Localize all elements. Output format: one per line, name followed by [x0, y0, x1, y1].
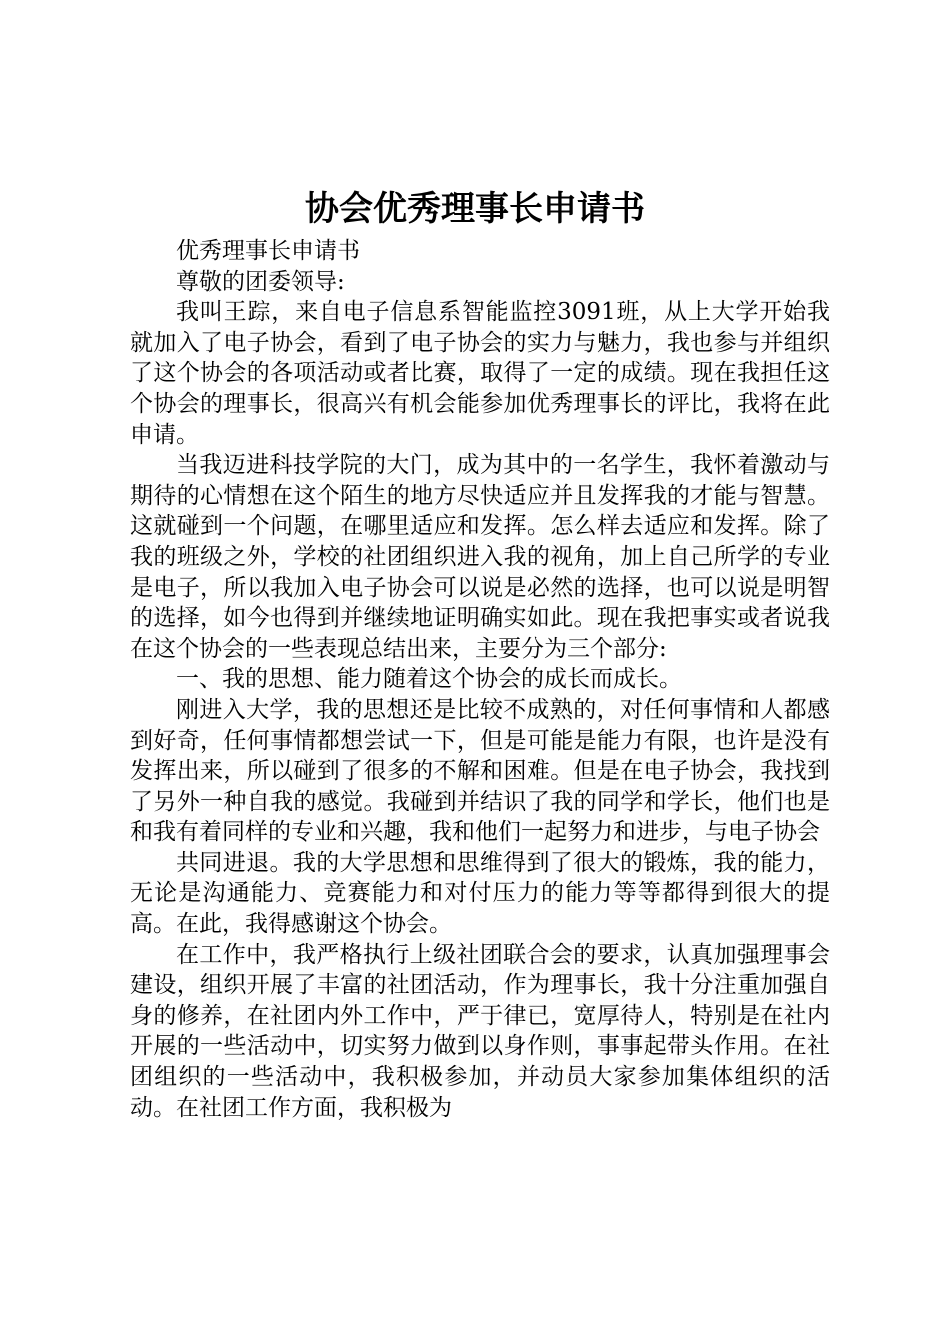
paragraph-subtitle: 优秀理事长申请书 [176, 238, 360, 264]
paragraph-introduction: 我叫王踪，来自电子信息系智能监控3091班，从上大学开始我就加入了电子协会，看到了电子协会的实力与魅力，我也参与并组织了这个协会的各项活动或者比赛，取得了一定的成绩。现在我担任这个协会的理事长，很高兴有机会能参加优秀理事长的评比，我将在此申请。 [130, 299, 830, 448]
paragraph-growth: 刚进入大学，我的思想还是比较不成熟的，对任何事情和人都感到好奇，任何事情都想尝试一下，但是可能是能力有限，也许是没有发挥出来，所以碰到了很多的不解和困难。但是在电子协会，我找到了另外一种自我的感觉。我碰到并结识了我的同学和学长，他们也是和我有着同样的专业和兴趣，我和他们一起努力和进步，与电子协会 [130, 696, 830, 846]
document-body [130, 236, 830, 1123]
paragraph-improvement: 共同进退。我的大学思想和思维得到了很大的锻炼，我的能力，无论是沟通能力、竞赛能力和对付压力的能力等等都得到很大的提高。在此，我得感谢这个协会。 [130, 849, 830, 938]
document-title: 协会优秀理事长申请书 [305, 189, 645, 229]
paragraph-section-heading-1: 一、我的思想、能力随着这个协会的成长而成长。 [176, 666, 682, 693]
paragraph-background: 当我迈进科技学院的大门，成为其中的一名学生，我怀着激动与期待的心情想在这个陌生的地方尽快适应并且发挥我的才能与智慧。这就碰到一个问题，在哪里适应和发挥。怎么样去适应和发挥。除了我的班级之外，学校的社团组织进入我的视角，加上自己所学的专业是电子，所以我加入电子协会可以说是必然的选择，也可以说是明智的选择，如今也得到并继续地证明确实如此。现在我把事实或者说我在这个协会的一些表现总结出来，主要分为三个部分: [130, 452, 830, 662]
paragraph-salutation: 尊敬的团委领导: [176, 268, 345, 295]
paragraph-work: 在工作中，我严格执行上级社团联合会的要求，认真加强理事会建设，组织开展了丰富的社团活动，作为理事长，我十分注重加强自身的修养，在社团内外工作中，严于律已，宽厚待人，特别是在社内开展的一些活动中，切实努力做到以身作则，事事起带头作用。在社团组织的一些活动中，我积极参加，并动员大家参加集体组织的活动。在社团工作方面，我积极为 [130, 941, 830, 1121]
